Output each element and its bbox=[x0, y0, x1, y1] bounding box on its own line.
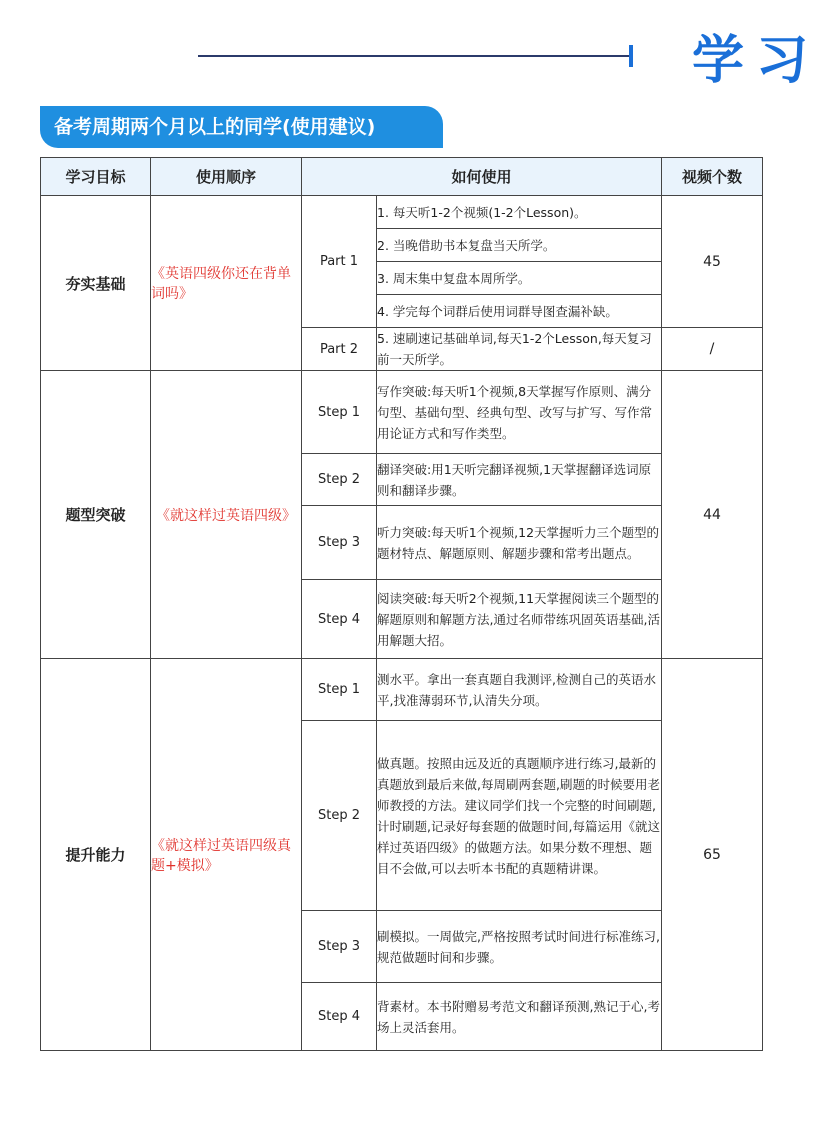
usage-item: 5. 速刷速记基础单词,每天1-2个Lesson,每天复习前一天所学。 bbox=[377, 328, 662, 371]
goal-cell: 提升能力 bbox=[41, 659, 151, 1051]
video-count: 65 bbox=[662, 659, 763, 1051]
header-rule-tick bbox=[629, 45, 633, 67]
step-label: Step 3 bbox=[302, 506, 377, 580]
step-label: Step 1 bbox=[302, 371, 377, 454]
book-cell: 《就这样过英语四级》 bbox=[151, 371, 302, 659]
step-label: Step 4 bbox=[302, 580, 377, 659]
usage-item: 听力突破:每天听1个视频,12天掌握听力三个题型的题材特点、解题原则、解题步骤和常考出题点。 bbox=[377, 506, 662, 580]
goal-cell: 夯实基础 bbox=[41, 196, 151, 371]
part-label: Part 2 bbox=[302, 328, 377, 371]
step-label: Step 3 bbox=[302, 911, 377, 983]
step-label: Step 4 bbox=[302, 983, 377, 1051]
page-header-title: 学习 bbox=[692, 31, 820, 91]
table-row bbox=[41, 659, 763, 721]
column-header-goal: 学习目标 bbox=[41, 158, 151, 196]
part-label: Part 1 bbox=[302, 196, 377, 328]
usage-item: 写作突破:每天听1个视频,8天掌握写作原则、满分句型、基础句型、经典句型、改写与扩写、写作常用论证方式和写作类型。 bbox=[377, 371, 662, 454]
usage-item: 3. 周末集中复盘本周所学。 bbox=[377, 262, 662, 295]
video-count: / bbox=[662, 328, 763, 371]
step-label: Step 2 bbox=[302, 454, 377, 506]
column-header-how: 如何使用 bbox=[302, 158, 662, 196]
usage-item: 2. 当晚借助书本复盘当天所学。 bbox=[377, 229, 662, 262]
table-row bbox=[41, 371, 763, 454]
step-label: Step 2 bbox=[302, 721, 377, 911]
video-count: 45 bbox=[662, 196, 763, 328]
header-rule bbox=[198, 55, 632, 57]
table-row bbox=[41, 196, 763, 229]
usage-item: 做真题。按照由远及近的真题顺序进行练习,最新的真题放到最后来做,每周刷两套题,刷题的时候要用老师教授的方法。建议同学们找一个完整的时间刷题,计时刷题,记录好每套题的做题时间,每篇运用《就这样过英语四级》的做题方法。如果分数不理想、题目不会做,可以去听本书配的真题精讲课。 bbox=[377, 721, 662, 911]
step-label: Step 1 bbox=[302, 659, 377, 721]
column-header-order: 使用顺序 bbox=[151, 158, 302, 196]
column-header-video-count: 视频个数 bbox=[662, 158, 763, 196]
video-count: 44 bbox=[662, 371, 763, 659]
table-header-row bbox=[41, 158, 763, 196]
usage-item: 背素材。本书附赠易考范文和翻译预测,熟记于心,考场上灵活套用。 bbox=[377, 983, 662, 1051]
usage-item: 阅读突破:每天听2个视频,11天掌握阅读三个题型的解题原则和解题方法,通过名师带练巩固英语基础,活用解题大招。 bbox=[377, 580, 662, 659]
book-cell: 《就这样过英语四级真题+模拟》 bbox=[151, 659, 302, 1051]
goal-cell: 题型突破 bbox=[41, 371, 151, 659]
usage-item: 翻译突破:用1天听完翻译视频,1天掌握翻译选词原则和翻译步骤。 bbox=[377, 454, 662, 506]
usage-item: 4. 学完每个词群后使用词群导图查漏补缺。 bbox=[377, 295, 662, 328]
usage-item: 测水平。拿出一套真题自我测评,检测自己的英语水平,找准薄弱环节,认清失分项。 bbox=[377, 659, 662, 721]
study-plan-table bbox=[40, 157, 763, 1051]
usage-item: 1. 每天听1-2个视频(1-2个Lesson)。 bbox=[377, 196, 662, 229]
book-cell: 《英语四级你还在背单词吗》 bbox=[151, 196, 302, 371]
usage-item: 刷模拟。一周做完,严格按照考试时间进行标准练习,规范做题时间和步骤。 bbox=[377, 911, 662, 983]
section-title: 备考周期两个月以上的同学(使用建议) bbox=[40, 106, 443, 148]
